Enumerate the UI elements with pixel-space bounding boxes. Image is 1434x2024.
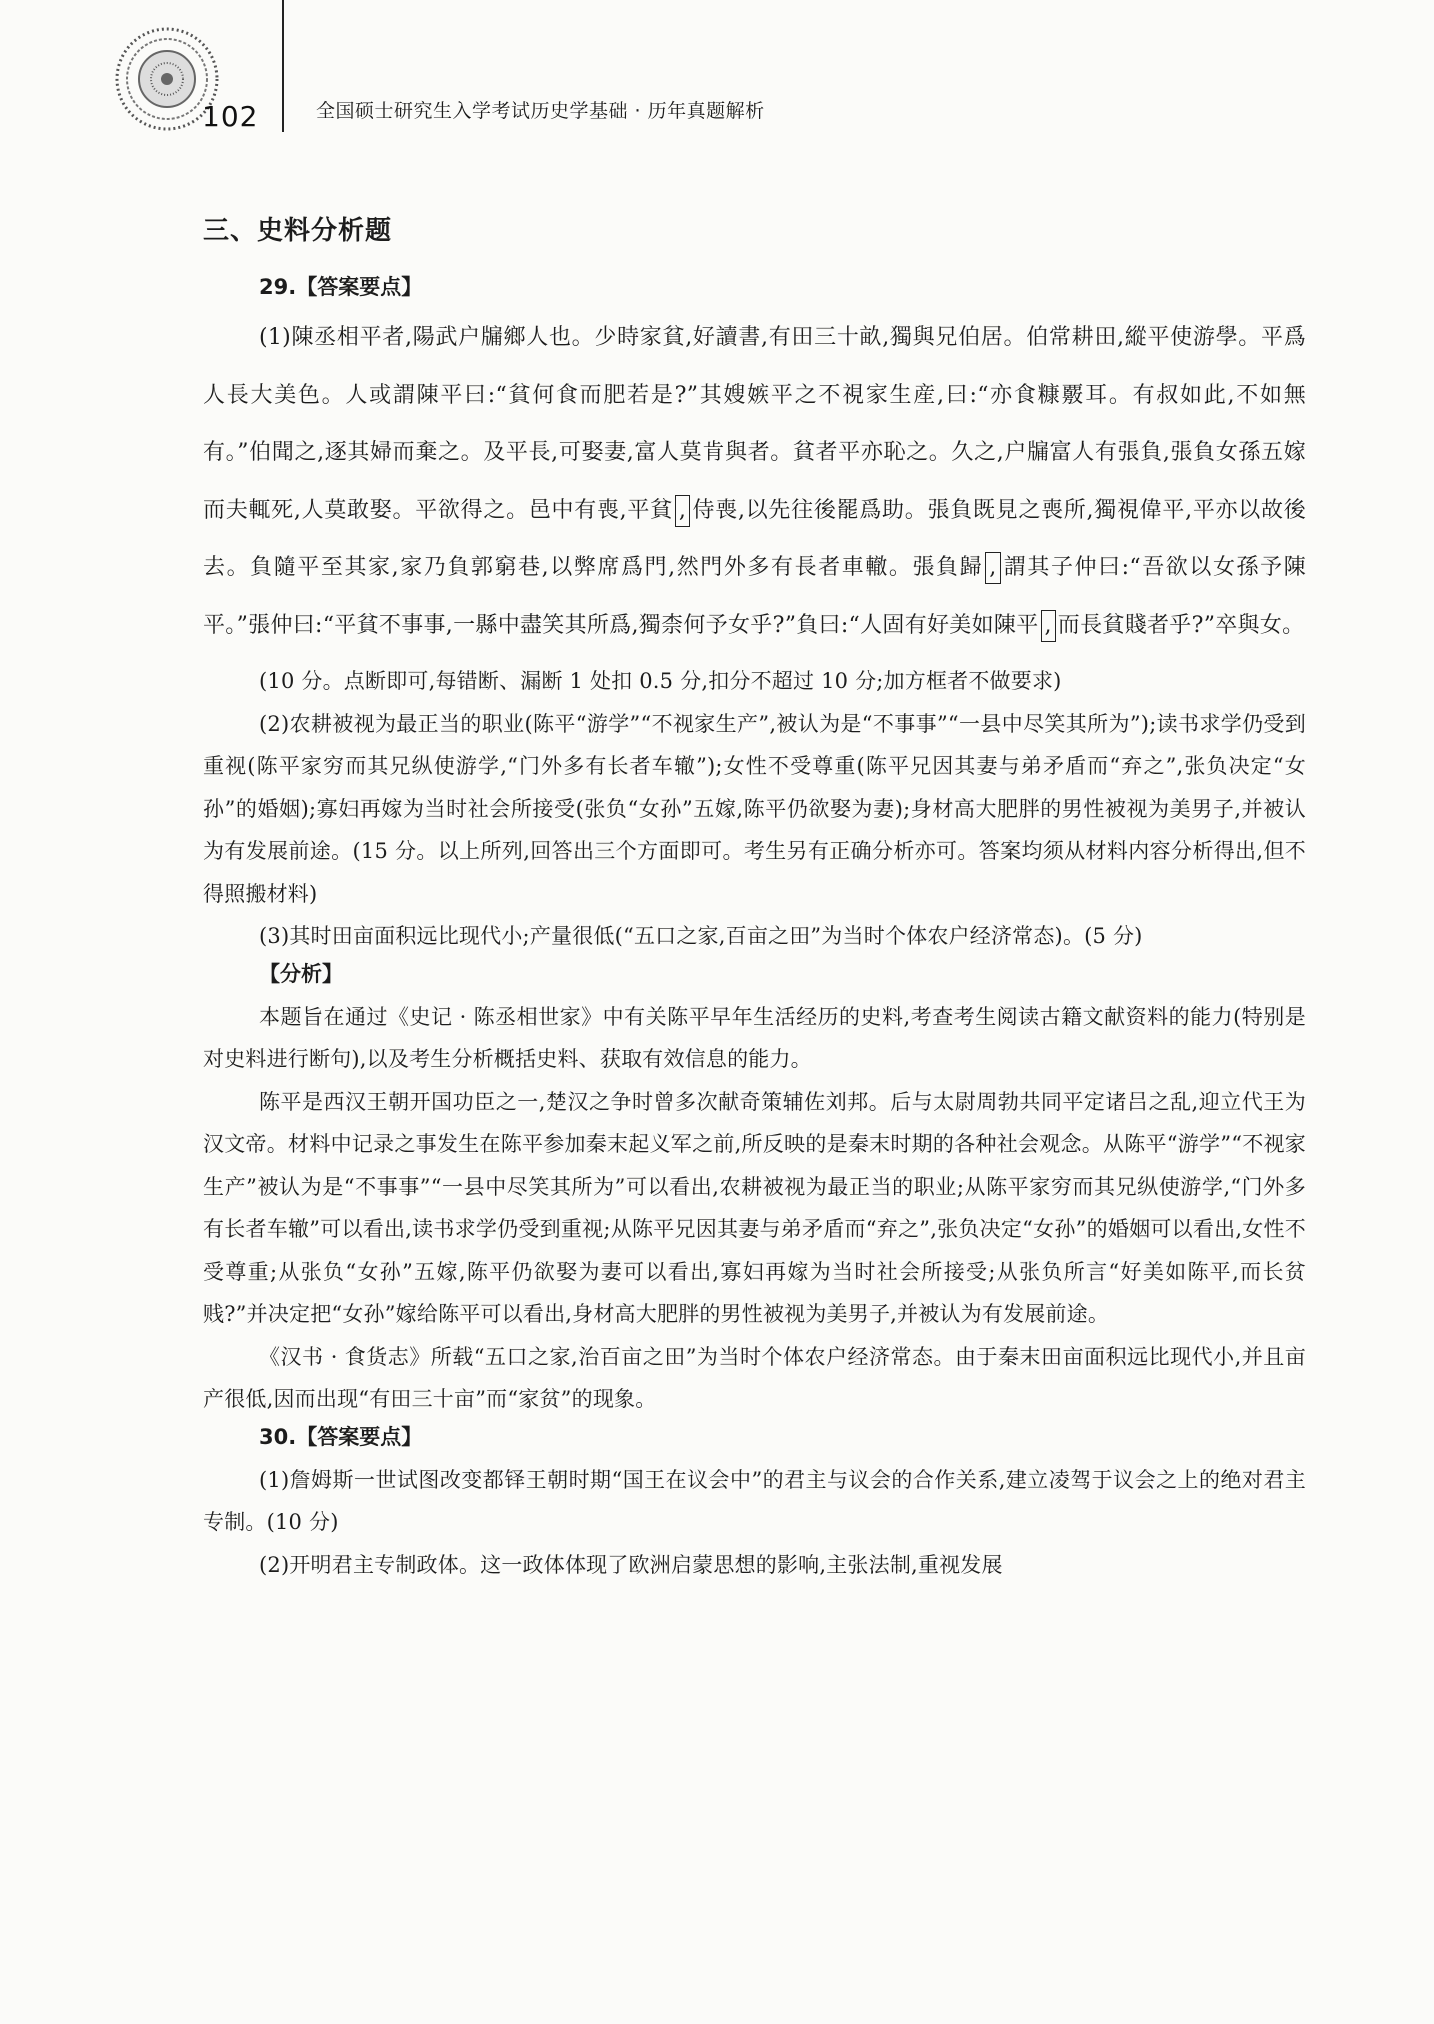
passage-text-1: (1)陳丞相平者,陽武户牖鄉人也。少時家貧,好讀書,有田三十畝,獨與兄伯居。伯常耕田,縱平使游學。平爲人長大美色。人或謂陳平曰:“貧何食而肥若是?”其嫂嫉平之不視家生産,曰:“亦食糠覈耳。有叔如此,不如無有。”伯聞之,逐其婦而棄之。及平長,可娶妻,富人莫肯與者。貧者平亦恥之。久之,户牖富人有張負,張負女孫五嫁而夫輒死,人莫敢娶。平欲得之。邑中有喪,平貧 (203, 325, 1306, 523)
page-number: 102 (202, 100, 259, 133)
q30-answer-part-1: (1)詹姆斯一世试图改变都铎王朝时期“国王在议会中”的君主与议会的合作关系,建立凌驾于议会之上的绝对君主专制。(10 分) (203, 1467, 1306, 1534)
section-title: 三、史料分析题 (203, 216, 393, 246)
question-30-heading: 30.【答案要点】 (259, 1424, 423, 1449)
boxed-punctuation-2: , (985, 552, 1000, 584)
question-29-heading: 29.【答案要点】 (259, 275, 423, 299)
page-content (203, 210, 1306, 1586)
analysis-paragraph-3: 《汉书 · 食货志》所载“五口之家,治百亩之田”为当时个体农户经济常态。由于秦末田亩面积远比现代小,并且亩产很低,因而出现“有田三十亩”而“家贫”的现象。 (203, 1344, 1306, 1411)
analysis-paragraph-1: 本题旨在通过《史记 · 陈丞相世家》中有关陈平早年生活经历的史料,考查考生阅读古籍文献资料的能力(特别是对史料进行断句),以及考生分析概括史料、获取有效信息的能力。 (203, 1004, 1306, 1071)
classical-passage (203, 309, 1306, 654)
boxed-punctuation-1: , (675, 495, 690, 527)
running-title: 全国硕士研究生入学考试历史学基础 · 历年真题解析 (316, 100, 765, 122)
passage-text-4: 而長貧賤者乎?”卒與女。 (1057, 612, 1305, 638)
header-divider (282, 0, 284, 132)
answer-part-3: (3)其时田亩面积远比现代小;产量很低(“五口之家,百亩之田”为当时个体农户经济常态)。(5 分) (259, 924, 1143, 948)
passage-text-3: 謂其子仲曰:“吾欲以女孫予陳平。”張仲曰:“平貧不事事,一縣中盡笑其所爲,獨柰何予女乎?”負曰:“人固有好美如陳平 (203, 555, 1306, 638)
q30-answer-part-2: (2)开明君主专制政体。这一政体体现了欧洲启蒙思想的影响,主张法制,重视发展 (259, 1552, 1003, 1577)
analysis-heading: 【分析】 (259, 961, 343, 986)
analysis-paragraph-2: 陈平是西汉王朝开国功臣之一,楚汉之争时曾多次献奇策辅佐刘邦。后与太尉周勃共同平定诸吕之乱,迎立代王为汉文帝。材料中记录之事发生在陈平参加秦末起义军之前,所反映的是秦末时期的各种社会观念。从陈平“游学”“不视家生产”被认为是“不事事”“一县中尽笑其所为”可以看出,农耕被视为最正当的职业;从陈平家穷而其兄纵使游学,“门外多有长者车辙”可以看出,读书求学仍受到重视;从陈平兄因其妻与弟矛盾而“弃之”,张负决定“女孙”的婚姻可以看出,女性不受尊重;从张负“女孙”五嫁,陈平仍欲娶为妻可以看出,寡妇再嫁为当时社会所接受;从张负所言“好美如陈平,而长贫贱?”并决定把“女孙”嫁给陈平可以看出,身材高大肥胖的男性被视为美男子,并被认为有发展前途。 (203, 1089, 1306, 1326)
answer-part-2: (2)农耕被视为最正当的职业(陈平“游学”“不视家生产”,被认为是“不事事”“一县中尽笑其所为”);读书求学仍受到重视(陈平家穷而其兄纵使游学,“门外多有长者车辙”);女性不受尊重(陈平兄因其妻与弟矛盾而“弃之”,张负决定“女孙”的婚姻);寡妇再嫁为当时社会所接受(张负“女孙”五嫁,陈平仍欲娶为妻);身材高大肥胖的男性被视为美男子,并被认为有发展前途。(15 分。以上所列,回答出三个方面即可。考生另有正确分析亦可。答案均须从材料内容分析得出,但不得照搬材料) (203, 711, 1306, 906)
boxed-punctuation-3: , (1041, 610, 1056, 642)
scoring-note: (10 分。点断即可,每错断、漏断 1 处扣 0.5 分,扣分不超过 10 分;加方框者不做要求) (259, 669, 1062, 693)
passage-text-2: 侍喪,以先往後罷爲助。張負既見之喪所,獨視偉平,平亦以故後去。負隨平至其家,家乃負郭窮巷,以弊席爲門,然門外多有長者車轍。張負歸 (203, 497, 1307, 580)
